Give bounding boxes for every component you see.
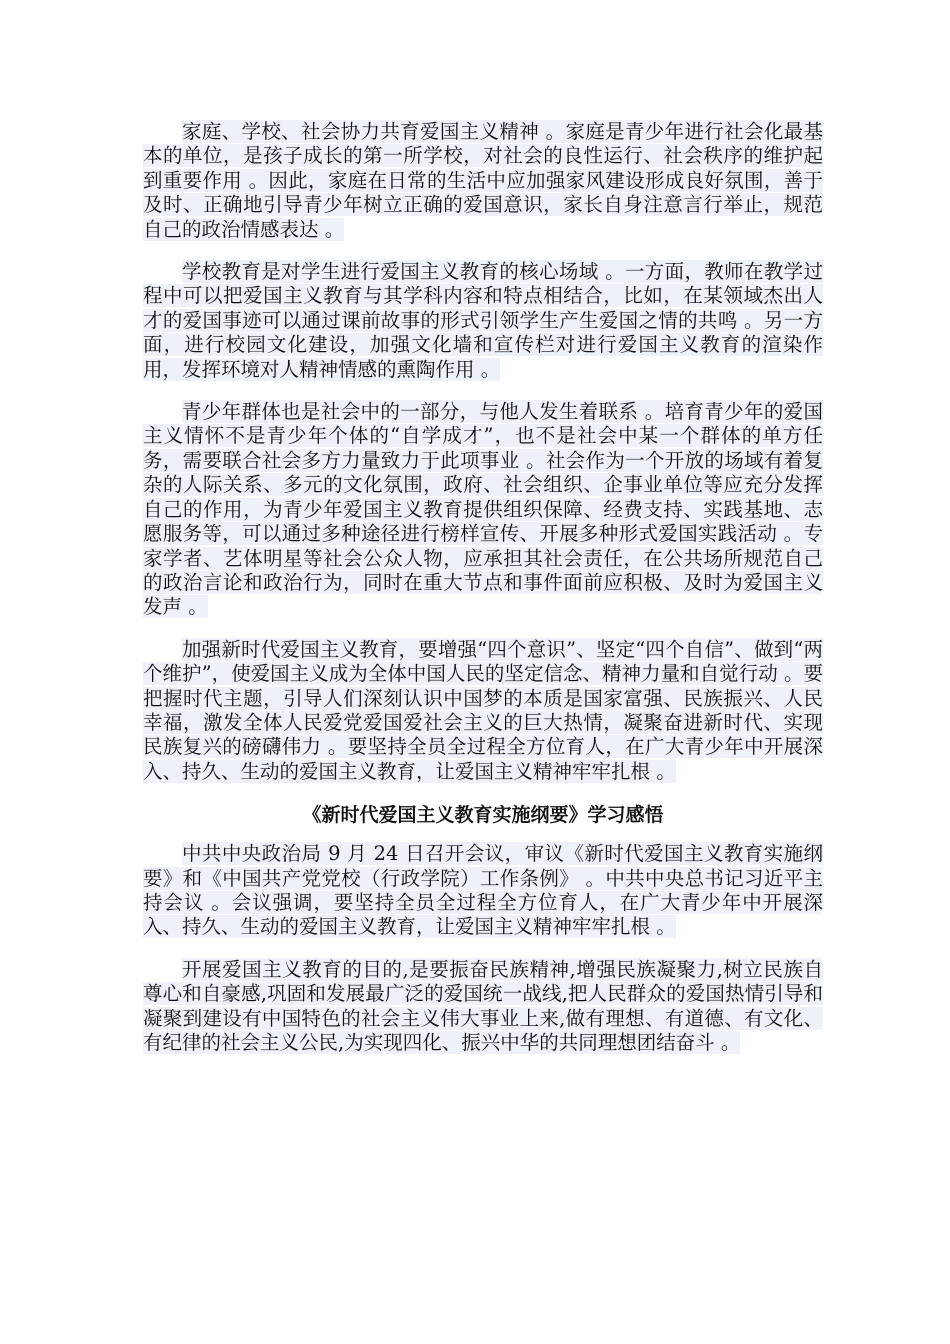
paragraph-youth-society [143,400,823,620]
paragraph-text: 开展爱国主义教育的目的,是要振奋民族精神,增强民族凝聚力,树立民族自尊心和自豪感,巩固和发展最广泛的爱国统一战线,把人民群众的爱国热情引导和凝聚到建设有中国特色的社会主义伟大事业上来,做有理想、有道德、有文化、有纪律的社会主义公民,为实现四化、振兴中华的共同理想团结奋斗 。 [143,957,823,1054]
paragraph-text: 青少年群体也是社会中的一部分，与他人发生着联系 。培育青少年的爱国主义情怀不是青少年个体的“自学成才”，也不是社会中某一个群体的单方任务，需要联合社会多方力量致力于此项事业 。社会作为一个开放的场域有着复杂的人际关系、多元的文化氛围，政府、社会组织、企事业单位等应充分发挥自己的作用，为青少年爱国主义教育提供组织保障、经费支持、实践基地、志愿服务等，可以通过多种途径进行榜样宣传、开展多种形式爱国实践活动 。专家学者、艺体明星等社会公众人物，应承担其社会责任，在公共场所规范自己的政治言论和政治行为，同时在重大节点和事件面前应积极、及时为爱国主义发声 。 [143,400,823,619]
section-title: 《新时代爱国主义教育实施纲要》学习感悟 [302,804,664,827]
paragraph-school-education [143,260,823,382]
paragraph-new-era-education [143,638,823,784]
paragraph-education-purpose [143,958,823,1056]
paragraph-family-school-society [143,120,823,242]
paragraph-text: 中共中央政治局 9 月 24 日召开会议，审议《新时代爱国主义教育实施纲要》和《中国共产党党校（行政学院）工作条例》 。中共中央总书记习近平主持会议 。会议强调，要坚持全员全过程全方位育人，在广大青少年中开展深入、持久、生动的爱国主义教育，让爱国主义精神牢牢扎根 。 [143,842,823,939]
paragraph-politburo-meeting [143,842,823,940]
paragraph-text: 学校教育是对学生进行爱国主义教育的核心场域 。一方面，教师在教学过程中可以把爱国主义教育与其学科内容和特点相结合，比如，在某领域杰出人才的爱国事迹可以通过课前故事的形式引领学生产生爱国之情的共鸣 。另一方面，进行校园文化建设，加强文化墙和宣传栏对进行爱国主义教育的渲染作用，发挥环境对人精神情感的熏陶作用 。 [143,260,823,381]
document-body [143,120,823,1073]
paragraph-text: 家庭、学校、社会协力共育爱国主义精神 。家庭是青少年进行社会化最基本的单位，是孩子成长的第一所学校，对社会的良性运行、社会秩序的维护起到重要作用 。因此，家庭在日常的生活中应加强家风建设形成良好氛围，善于及时、正确地引导青少年树立正确的爱国意识，家长自身注意言行举止，规范自己的政治情感表达 。 [143,120,823,241]
paragraph-text: 加强新时代爱国主义教育，要增强“四个意识”、坚定“四个自信”、做到“两个维护”，使爱国主义成为全体中国人民的坚定信念、精神力量和自觉行动 。要把握时代主题，引导人们深刻认识中国梦的本质是国家富强、民族振兴、人民幸福，激发全体人民爱党爱国爱社会主义的巨大热情，凝聚奋进新时代、实现民族复兴的磅礴伟力 。要坚持全员全过程全方位育人，在广大青少年中开展深入、持久、生动的爱国主义教育，让爱国主义精神牢牢扎根 。 [143,637,823,783]
